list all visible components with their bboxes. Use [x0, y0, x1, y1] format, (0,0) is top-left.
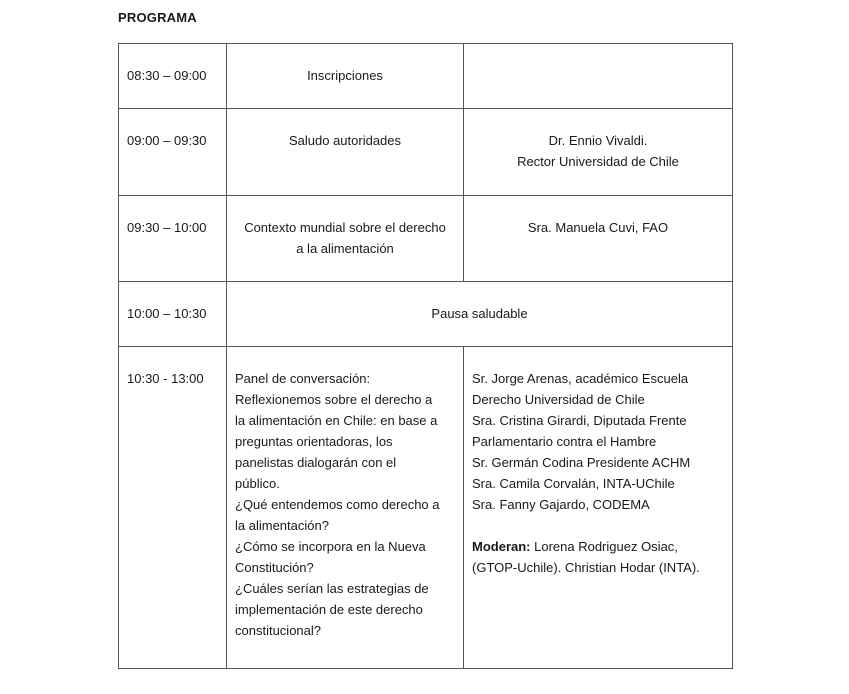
activity-cell: Saludo autoridades	[227, 109, 464, 196]
activity-line: panelistas dialogarán con el	[235, 455, 397, 470]
activity-cell: Inscripciones	[227, 44, 464, 109]
activity-line: ¿Cuáles serían las estrategias de	[235, 581, 429, 596]
activity-line: a la alimentación	[296, 241, 394, 256]
activity-line: la alimentación?	[235, 518, 329, 533]
time-cell: 08:30 – 09:00	[119, 44, 227, 109]
time-cell: 09:30 – 10:00	[119, 196, 227, 282]
moderators-label: Moderan:	[472, 539, 531, 554]
speaker-line: Sra. Camila Corvalán, INTA-UChile	[472, 476, 675, 491]
program-table	[118, 43, 733, 669]
spacer	[472, 515, 724, 536]
activity-line: Contexto mundial sobre el derecho	[244, 220, 446, 235]
activity-line: preguntas orientadoras, los	[235, 434, 393, 449]
time-cell: 09:00 – 09:30	[119, 109, 227, 196]
table-row	[119, 109, 733, 196]
activity-line: Panel de conversación:	[235, 371, 371, 386]
speaker-line: Parlamentario contra el Hambre	[472, 434, 657, 449]
activity-line: ¿Qué entendemos como derecho a	[235, 497, 440, 512]
time-cell: 10:00 – 10:30	[119, 282, 227, 347]
speaker-line: Rector Universidad de Chile	[517, 154, 679, 169]
activity-line: Reflexionemos sobre el derecho a	[235, 392, 433, 407]
speaker-cell: Sra. Manuela Cuvi, FAO	[464, 196, 733, 282]
activity-line: público.	[235, 476, 280, 491]
activity-cell	[227, 347, 464, 669]
activity-line: constitucional?	[235, 623, 321, 638]
table-row	[119, 282, 733, 347]
activity-line: Constitución?	[235, 560, 314, 575]
speaker-line: Derecho Universidad de Chile	[472, 392, 645, 407]
page-heading: PROGRAMA	[118, 10, 197, 25]
activity-line: ¿Cómo se incorpora en la Nueva	[235, 539, 426, 554]
table-row	[119, 196, 733, 282]
speaker-cell	[464, 44, 733, 109]
speaker-line: Sra. Cristina Girardi, Diputada Frente	[472, 413, 687, 428]
time-cell: 10:30 - 13:00	[119, 347, 227, 669]
speaker-line: Sra. Fanny Gajardo, CODEMA	[472, 497, 650, 512]
speaker-line: Sr. Jorge Arenas, académico Escuela	[472, 371, 689, 386]
table-row	[119, 347, 733, 669]
activity-cell	[227, 196, 464, 282]
moderators-names: Lorena Rodriguez Osiac,	[530, 539, 678, 554]
speaker-line: Dr. Ennio Vivaldi.	[548, 133, 648, 148]
moderators-line: (GTOP-Uchile). Christian Hodar (INTA).	[472, 560, 700, 575]
activity-line: implementación de este derecho	[235, 602, 423, 617]
speaker-cell	[464, 109, 733, 196]
activity-line: la alimentación en Chile: en base a	[235, 413, 438, 428]
speaker-cell	[464, 347, 733, 669]
table-row	[119, 44, 733, 109]
activity-cell: Pausa saludable	[227, 282, 733, 347]
speaker-line: Sr. Germán Codina Presidente ACHM	[472, 455, 691, 470]
moderators-line	[472, 536, 724, 557]
